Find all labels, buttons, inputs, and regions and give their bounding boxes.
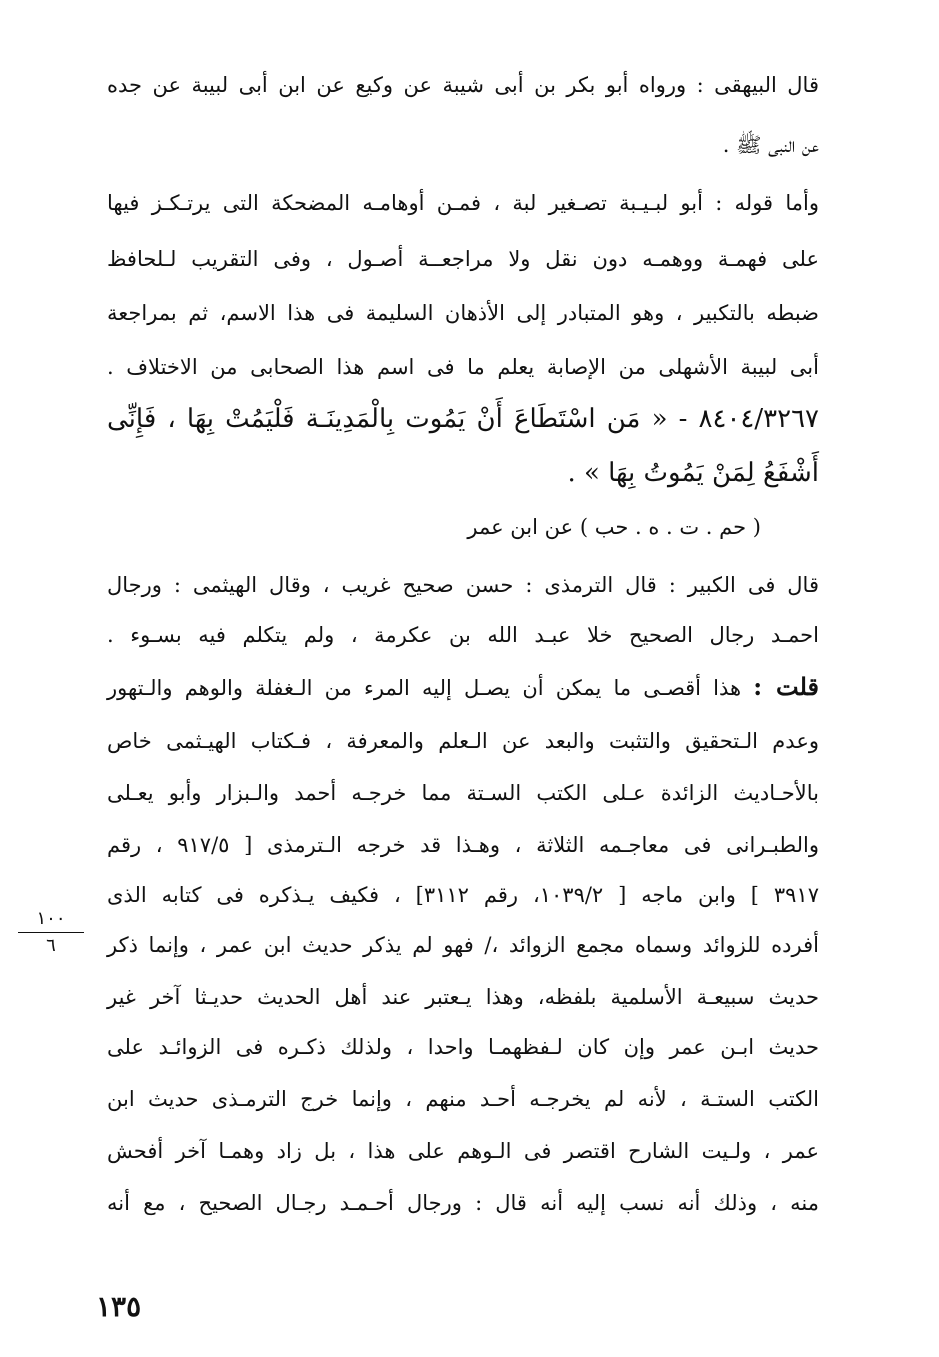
margin-page-reference — [18, 908, 84, 957]
text-line: عمر ، ولـيت الشارح اقتصر فى الـوهم على هذا ، بل زاد وهمـا آخر أفحش — [107, 1139, 819, 1163]
text-line: ٣٩١٧ ] وابن ماجه [ ١٠٣٩/٢، رقم ٣١١٢] ، فكيف يـذكره فى كتابه الذى — [107, 883, 819, 907]
text-line: بالأحـاديث الزائدة عـلى الكتب السـتة مما خرجـه أحمد والـبزار وأبو يعـلى — [107, 781, 819, 805]
text-line: حديث سبيعـة الأسلمية بلفظه، وهذا يـعتبر عند أهل الحديث حديـثا آخر غير — [107, 985, 819, 1009]
text-line: منه ، وذلك أنه نسب إليه أنه قال : ورجال أحـمـد رجـال الصحيح ، مع أنه — [107, 1191, 819, 1215]
text-line: على فهمـة ووهمـه دون نقل ولا مراجعــة أصـول ، وفى التقريب لـلحافظ — [107, 247, 819, 271]
text-line: ضبطه بالتكبير ، وهو المتبادر إلى الأذهان السليمة فى هذا الاسم، ثم بمراجعة — [107, 301, 819, 325]
text-line: قال فى الكبير : قال الترمذى : حسن صحيح غريب ، وقال الهيثمى : ورجال — [107, 573, 819, 597]
margin-reference-bottom: ٦ — [46, 935, 56, 956]
hadith-source-line: ( حم . ت . ه . حب ) عن ابن عمر — [467, 515, 761, 539]
text-line: الكتب الستـة ، لأنه لم يخرجـه أحـد منهم ، وإنما خرج الترمـذى حديث ابن — [107, 1087, 819, 1111]
text-line: والطبـرانى فى معاجـمه الثلاثة ، وهـذا قد خرجه الـترمذى [ ٩١٧/٥ ، رقم — [107, 833, 819, 857]
text-line: وعدم الـتحقيق والتثبت والبعد عن الـعلم والمعرفة ، فـكتاب الهيـثمى خاص — [107, 729, 819, 753]
hadith-text-line: ٨٤٠٤/٣٢٦٧ - « مَن اسْتَطَاعَ أَنْ يَمُوت بِالْمَدِينَـة فَلْيَمُتْ بِهَا ، فَإِنِّى — [107, 404, 819, 434]
text-line: وأما قوله : أبو لبـيـبة تصـغير لبة ، فمـن أوهامـه المضحكة التى يرتـكـز فيها — [107, 191, 819, 215]
page-number: ١٣٥ — [96, 1290, 142, 1323]
text-line: أفرده للزوائد وسماه مجمع الزوائد ،/ فهو لم يذكر حديث ابن عمر ، وإنما ذكر — [107, 933, 819, 957]
text-line: قال البيهقى : ورواه أبو بكر بن أبى شيبة عن وكيع عن ابن أبى لبيبة عن جده — [107, 73, 819, 97]
qult-paragraph-line — [107, 672, 819, 703]
text-line: هذا أقصـى ما يمكن أن يصـل إليه المرء من الـغفلة والوهم والـتهور — [107, 676, 742, 700]
hadith-text-line: أَشْفَعُ لِمَنْ يَمُوتُ بِهَا » . — [567, 458, 819, 488]
text-line: حديث ابـن عمر وإن كان لـفظهمـا واحدا ، ولذلك ذكـره فى الزوائـد على — [107, 1035, 819, 1059]
text-line: عن النبى ﷺ . — [722, 133, 819, 157]
margin-reference-top: ١٠٠ — [36, 908, 66, 929]
fraction-bar — [18, 932, 84, 933]
text-line: أبى لبيبة الأشهلى من الإصابة يعلم ما فى اسم هذا الصحابى من الاختلاف . — [107, 355, 819, 379]
qult-label: قلت : — [753, 672, 819, 701]
text-line: احمـد رجال الصحيح خلا عبـد الله بن عكرمة ، ولم يتكلم فيه بسـوء . — [107, 623, 819, 647]
